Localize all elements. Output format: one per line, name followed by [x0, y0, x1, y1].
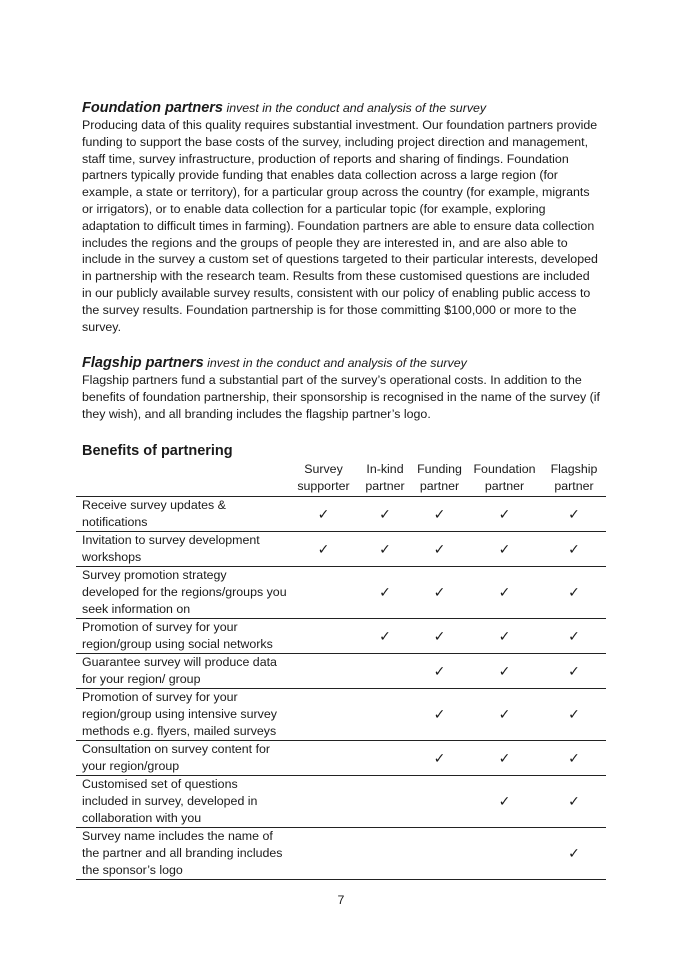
empty-cell: [289, 619, 358, 654]
section-tagline: invest in the conduct and analysis of the survey: [226, 101, 487, 115]
check-icon: ✓: [467, 532, 542, 567]
table-row: [76, 619, 606, 654]
empty-cell: [289, 567, 358, 619]
foundation-partners-section: [82, 100, 602, 335]
check-icon: ✓: [467, 689, 542, 741]
check-icon: ✓: [412, 567, 467, 619]
table-row: [76, 497, 606, 532]
benefit-label: Survey promotion strategy developed for the regions/groups you seek information on: [76, 567, 289, 619]
check-icon: ✓: [412, 654, 467, 689]
check-icon: ✓: [467, 741, 542, 776]
column-header-funding-partner: Funding partner: [417, 462, 462, 493]
check-icon: ✓: [542, 776, 606, 828]
check-icon: ✓: [412, 741, 467, 776]
check-icon: ✓: [412, 619, 467, 654]
check-icon: ✓: [542, 567, 606, 619]
check-icon: ✓: [542, 532, 606, 567]
benefit-label: Receive survey updates & notifications: [76, 497, 289, 532]
check-icon: ✓: [467, 619, 542, 654]
benefit-label: Survey name includes the name of the partner and all branding includes the sponsor’s logo: [76, 828, 289, 880]
empty-cell: [289, 654, 358, 689]
check-icon: ✓: [542, 741, 606, 776]
benefits-title: Benefits of partnering: [82, 443, 233, 459]
check-icon: ✓: [467, 776, 542, 828]
section-lead: Flagship partners: [82, 355, 204, 371]
empty-cell: [289, 828, 358, 880]
section-body: Producing data of this quality requires substantial investment. Our foundation partners provide funding to support the base costs of the survey, including project direction and management, staff time, survey infrastructure, production of reports and sharing of findings. Foundation partners typically provide funding that enables data collection across a large region (for example, a state or territory), for a particular group across the country (for example, migrants or irrigators), or to enable data collection for a particular topic (for example, exploring adaptation to difficult times in farming). Foundation partners are able to ensure data collection includes the regions and the groups of people they are interested in, and are also able to include in the survey a custom set of questions targeted to their particular interests, developed in partnership with the research team. Results from these customised questions are included in our publicly available survey results, consistent with our policy of enabling public access to the survey results. Foundation partnership is for those committing $100,000 or more to the survey.: [82, 118, 598, 334]
table-row: [76, 741, 606, 776]
check-icon: ✓: [358, 619, 412, 654]
table-row: [76, 654, 606, 689]
empty-cell: [358, 654, 412, 689]
table-row: [76, 532, 606, 567]
check-icon: ✓: [289, 497, 358, 532]
benefit-label: Promotion of survey for your region/group using social networks: [76, 619, 289, 654]
check-icon: ✓: [542, 828, 606, 880]
check-icon: ✓: [467, 567, 542, 619]
section-heading: [82, 100, 602, 117]
empty-cell: [289, 741, 358, 776]
check-icon: ✓: [412, 532, 467, 567]
check-icon: ✓: [542, 619, 606, 654]
empty-cell: [289, 689, 358, 741]
check-icon: ✓: [358, 532, 412, 567]
empty-cell: [467, 828, 542, 880]
check-icon: ✓: [467, 654, 542, 689]
section-tagline: invest in the conduct and analysis of the survey: [207, 356, 467, 370]
table-header-row: [76, 460, 606, 497]
check-icon: ✓: [542, 654, 606, 689]
empty-cell: [412, 828, 467, 880]
column-header-foundation-partner: Foundation partner: [473, 462, 536, 493]
table-row: [76, 828, 606, 880]
check-icon: ✓: [358, 497, 412, 532]
benefit-label: Guarantee survey will produce data for your region/ group: [76, 654, 289, 689]
table-row: [76, 776, 606, 828]
benefit-label: Invitation to survey development workshops: [76, 532, 289, 567]
flagship-partners-section: [82, 355, 602, 422]
column-header-in-kind-partner: In-kind partner: [365, 462, 405, 493]
table-row: [76, 689, 606, 741]
check-icon: ✓: [289, 532, 358, 567]
section-body: Flagship partners fund a substantial part of the survey’s operational costs. In addition to the benefits of foundation partnership, their sponsorship is recognised in the name of the survey (if they wish), and all branding includes the flagship partner’s logo.: [82, 373, 600, 421]
column-header-survey-supporter: Survey supporter: [297, 462, 350, 493]
section-lead: Foundation partners: [82, 100, 223, 116]
empty-cell: [358, 828, 412, 880]
benefit-label: Consultation on survey content for your region/group: [76, 741, 289, 776]
benefits-table: [76, 460, 606, 880]
check-icon: ✓: [358, 567, 412, 619]
benefit-column-header: [76, 460, 289, 497]
benefit-label: Customised set of questions included in survey, developed in collaboration with you: [76, 776, 289, 828]
benefit-label: Promotion of survey for your region/group using intensive survey methods e.g. flyers, mailed surveys: [76, 689, 289, 741]
column-header-flagship-partner: Flagship partner: [550, 462, 598, 493]
empty-cell: [358, 741, 412, 776]
page-number: 7: [337, 893, 345, 907]
check-icon: ✓: [467, 497, 542, 532]
section-heading: [82, 355, 602, 372]
empty-cell: [289, 776, 358, 828]
check-icon: ✓: [542, 689, 606, 741]
empty-cell: [358, 776, 412, 828]
check-icon: ✓: [542, 497, 606, 532]
empty-cell: [358, 689, 412, 741]
check-icon: ✓: [412, 689, 467, 741]
empty-cell: [412, 776, 467, 828]
check-icon: ✓: [412, 497, 467, 532]
table-row: [76, 567, 606, 619]
